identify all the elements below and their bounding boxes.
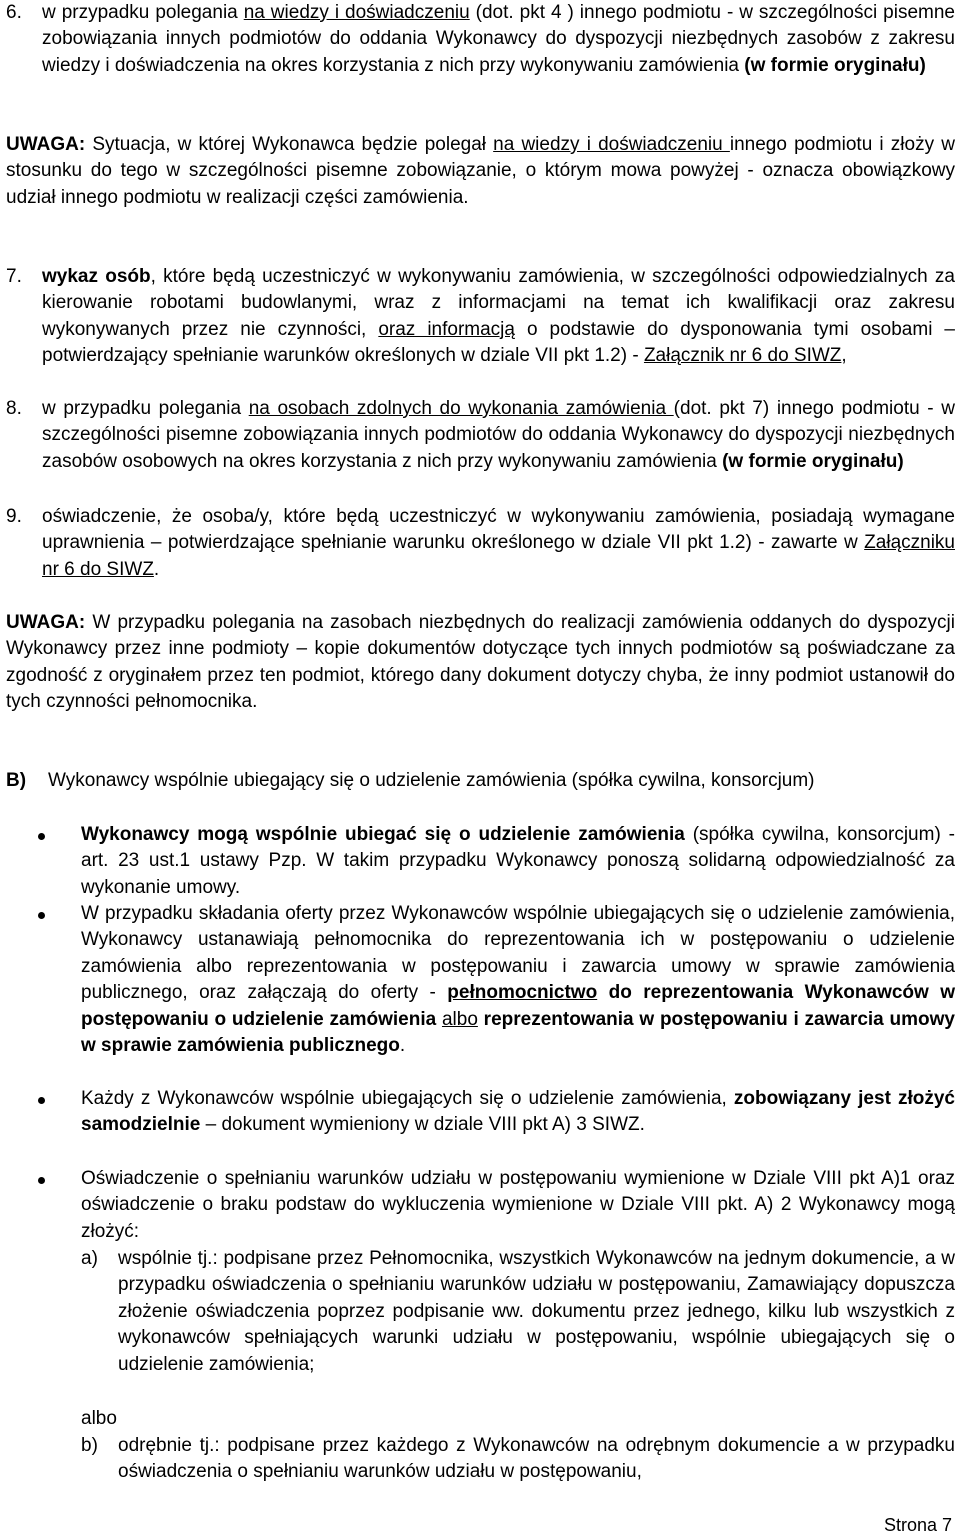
sub-item-text: odrębnie tj.: podpisane przez każdego z Wykonawców na odrębnym dokumencie a w przypadku oświadczenia o spełnianiu warunków udziału w postępowaniu, xyxy=(118,1435,955,1483)
bold-text: Wykonawcy mogą wspólnie ubiegać się o udzielenie zamówienia xyxy=(81,824,685,845)
bold-underlined-text: pełnomocnictwo xyxy=(447,982,598,1004)
bullet-item-4 xyxy=(6,1166,955,1245)
bullet-item-3 xyxy=(6,1086,955,1139)
underlined-text: albo xyxy=(441,1008,478,1030)
underlined-text: na wiedzy i doświadczeniu xyxy=(243,2,470,23)
attachment-reference: Załącznik nr 6 do SIWZ xyxy=(643,345,842,367)
list-item-8 xyxy=(6,396,955,475)
sub-item-label: b) xyxy=(81,1435,98,1456)
item-number: 9. xyxy=(6,506,22,527)
bullet-icon xyxy=(38,912,45,919)
item-text: w przypadku polegania na osobach zdolnych do wykonania zamówienia (dot. pkt 7) innego podmiotu - w szczególności pisemne zobowiązania innych podmiotów do oddania Wykonawcy do dyspozycji niezbędnych zasobów osobowych na okres korzystania z nich przy wykonywaniu zamówienia (w formie oryginału) xyxy=(42,398,955,472)
item-text: w przypadku polegania na wiedzy i doświadczeniu (dot. pkt 4 ) innego podmiotu - w szczególności pisemne zobowiązania innych podmiotów do oddania Wykonawcy do dyspozycji niezbędnych zasobów z zakresu wiedzy i doświadczenia na okres korzystania z nich przy wykonywaniu zamówienia (w formie oryginału) xyxy=(42,2,955,76)
bold-text: (w formie oryginału) xyxy=(722,450,904,472)
item-text: wykaz osób, które będą uczestniczyć w wykonywaniu zamówienia, w szczególności odpowiedzialnych za kierowanie robotami budowlanymi, wraz z informacjami na temat ich kwalifikacji oraz zakresu wykonywanych przez nie czynności, oraz informacją o podstawie do dysponowania tymi osobami – potwierdzający spełnianie warunków określonych w dziale VII pkt 1.2) - Załącznik nr 6 do SIWZ, xyxy=(42,266,955,367)
item-number: 6. xyxy=(6,2,22,23)
sub-item-label: a) xyxy=(81,1248,98,1269)
bold-text: do reprezentowania Wykonawców w postępowaniu o udzielenie zamówienia xyxy=(81,982,955,1030)
albo-text: albo xyxy=(81,1408,117,1429)
underlined-text: na osobach zdolnych do wykonania zamówienia xyxy=(248,398,674,419)
attachment-reference: Załączniku nr 6 do SIWZ xyxy=(42,532,955,580)
note-label: UWAGA: xyxy=(6,612,86,633)
note-paragraph-2: UWAGA: W przypadku polegania na zasobach niezbędnych do realizacji zamówienia oddanych do dyspozycji Wykonawcy przez inne podmioty – kopie dokumentów dotyczące tych innych podmiotów są poświadczane za zgodność z oryginałem przez ten podmiot, którego dany dokument dotyczy chyba, że inny podmiot ustanowił do tych czynności pełnomocnika. xyxy=(6,612,955,713)
note-paragraph-1: UWAGA: Sytuacja, w której Wykonawca będzie polegał na wiedzy i doświadczeniu innego podmiotu i złoży w stosunku do tego w szczególności pisemne zobowiązanie, o którym mowa powyżej - oznacza obowiązkowy udział innego podmiotu w realizacji części zamówienia. xyxy=(6,134,955,208)
underlined-text: oraz informacją xyxy=(378,318,515,340)
item-number: 7. xyxy=(6,266,22,287)
bold-text: (w formie oryginału) xyxy=(744,54,926,76)
bold-text: reprezentowania w postępowaniu i zawarcia umowy w sprawie zamówienia publicznego xyxy=(81,1008,955,1057)
bullet-icon xyxy=(38,833,45,840)
note-label: UWAGA: xyxy=(6,134,86,155)
bullet-item-1 xyxy=(6,822,955,901)
list-item-7 xyxy=(6,264,955,370)
bold-text: wykaz osób xyxy=(42,266,151,287)
list-item-9 xyxy=(6,504,955,583)
page-number: Strona 7 xyxy=(883,1515,952,1535)
section-label: B) xyxy=(6,770,27,791)
bullet-text: Każdy z Wykonawców wspólnie ubiegających się o udzielenie zamówienia, zobowiązany jest złożyć samodzielnie – dokument wymieniony w dziale VIII pkt A) 3 SIWZ. xyxy=(81,1088,955,1136)
sub-item-a xyxy=(6,1246,955,1378)
bullet-text: Oświadczenie o spełnianiu warunków udziału w postępowaniu wymienione w Dziale VIII pkt A)1 oraz oświadczenie o braku podstaw do wykluczenia wymienione w Dziale VIII pkt. A) 2 Wykonawcy mogą złożyć: xyxy=(81,1168,955,1242)
sub-item-text: wspólnie tj.: podpisane przez Pełnomocnika, wszystkich Wykonawców na jednym dokumencie, a w przypadku oświadczenia o spełnianiu warunków udziału w postępowaniu, Zamawiający dopuszcza złożenie oświadczenia poprzez podpisanie ww. dokumentu przez jednego, kilku lub wszystkich z wykonawców spełniających warunki udziału w postępowaniu, wspólnie ubiegających się o udzielenie zamówienia; xyxy=(118,1248,955,1375)
bullet-text: Wykonawcy mogą wspólnie ubiegać się o udzielenie zamówienia (spółka cywilna, konsorcjum) - art. 23 ust.1 ustawy Pzp. W takim przypadku Wykonawcy ponoszą solidarną odpowiedzialność za wykonanie umowy. xyxy=(81,824,955,898)
bullet-text: W przypadku składania oferty przez Wykonawców wspólnie ubiegających się o udzielenie zamówienia, Wykonawcy ustanawiają pełnomocnika do reprezentowania ich w postępowaniu o udzielenie zamówienia albo reprezentowania w postępowaniu i zawarcia umowy w sprawie zamówienia publicznego, oraz załączają do oferty - pełnomocnictwo do reprezentowania Wykonawców w postępowaniu o udzielenie zamówienia albo reprezentowania w postępowaniu i zawarcia umowy w sprawie zamówienia publicznego. xyxy=(81,903,955,1057)
section-title: Wykonawcy wspólnie ubiegający się o udzielenie zamówienia (spółka cywilna, konsorcjum) xyxy=(48,770,815,791)
section-b-heading xyxy=(6,768,955,794)
bold-text: zobowiązany jest złożyć samodzielnie xyxy=(81,1088,955,1136)
bullet-icon xyxy=(38,1097,45,1104)
item-text: oświadczenie, że osoba/y, które będą uczestniczyć w wykonywaniu zamówienia, posiadają wymagane uprawnienia – potwierdzające spełnianie warunku określonego w dziale VII pkt 1.2) - zawarte w Załączniku nr 6 do SIWZ. xyxy=(42,506,955,580)
underlined-text: na wiedzy i doświadczeniu xyxy=(493,134,730,155)
bullet-item-2 xyxy=(6,901,955,1059)
sub-item-b xyxy=(6,1433,955,1486)
bullet-icon xyxy=(38,1177,45,1184)
list-item-6 xyxy=(6,0,955,79)
item-number: 8. xyxy=(6,398,22,419)
